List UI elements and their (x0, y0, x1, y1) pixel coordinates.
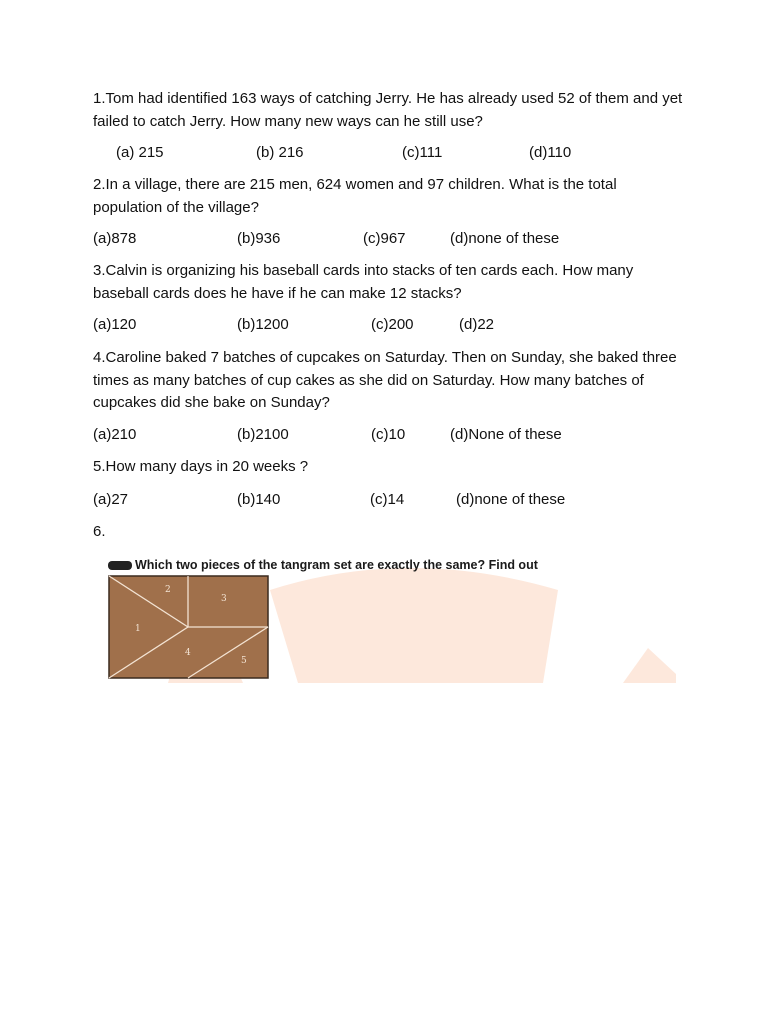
question-1-text: 1.Tom had identified 163 ways of catching Jerry. He has already used 52 of them and yet failed to catch Jerry. How many new ways can he still use? (93, 90, 683, 130)
option-d: (d)110 (529, 144, 572, 161)
piece-label-4: 4 (185, 648, 191, 658)
option-b: (b)2100 (237, 426, 289, 443)
question-6-number: 6. (93, 523, 106, 540)
option-b: (b)936 (237, 230, 281, 247)
question-3-options (93, 316, 693, 336)
question-2-text: 2.In a village, there are 215 men, 624 women and 97 children. What is the total population of the village? (93, 176, 617, 216)
option-c: (c)111 (402, 144, 443, 161)
option-d: (d)none of these (450, 230, 560, 247)
option-d: (d)none of these (456, 491, 566, 508)
option-a: (a) 215 (116, 144, 164, 161)
figure-caption (108, 558, 538, 572)
tangram-square (108, 556, 676, 683)
option-a: (a)27 (93, 491, 129, 508)
option-b: (b) 216 (256, 144, 304, 161)
option-b: (b)140 (237, 491, 281, 508)
question-4-text: 4.Caroline baked 7 batches of cupcakes on Saturday. Then on Sunday, she baked three times as many batches of cup cakes as she did on Saturday. How many batches of cupcakes did she bake on Sunday? (93, 349, 677, 411)
option-c: (c)10 (371, 426, 406, 443)
option-a: (a)120 (93, 316, 137, 333)
piece-label-2: 2 (165, 585, 171, 595)
option-d: (d)None of these (450, 426, 562, 443)
tangram-figure (108, 556, 676, 683)
piece-label-3: 3 (221, 594, 227, 604)
question-3-text: 3.Calvin is organizing his baseball cards into stacks of ten cards each. How many baseball cards does he have if he can make 12 stacks? (93, 262, 634, 302)
option-a: (a)878 (93, 230, 137, 247)
piece-label-1: 1 (135, 624, 141, 634)
piece-label-5: 5 (241, 656, 247, 666)
option-c: (c)967 (363, 230, 406, 247)
figure-caption-text: Which two pieces of the tangram set are exactly the same? Find out (135, 558, 538, 572)
question-2-options (93, 230, 693, 250)
scribble-mark (108, 561, 132, 570)
question-4-options (93, 426, 693, 446)
option-b: (b)1200 (237, 316, 289, 333)
question-5-options (93, 491, 693, 511)
option-a: (a)210 (93, 426, 137, 443)
question-1-options (93, 144, 693, 164)
option-c: (c)200 (371, 316, 414, 333)
option-d: (d)22 (459, 316, 495, 333)
question-5-text: 5.How many days in 20 weeks ? (93, 458, 309, 475)
option-c: (c)14 (370, 491, 405, 508)
